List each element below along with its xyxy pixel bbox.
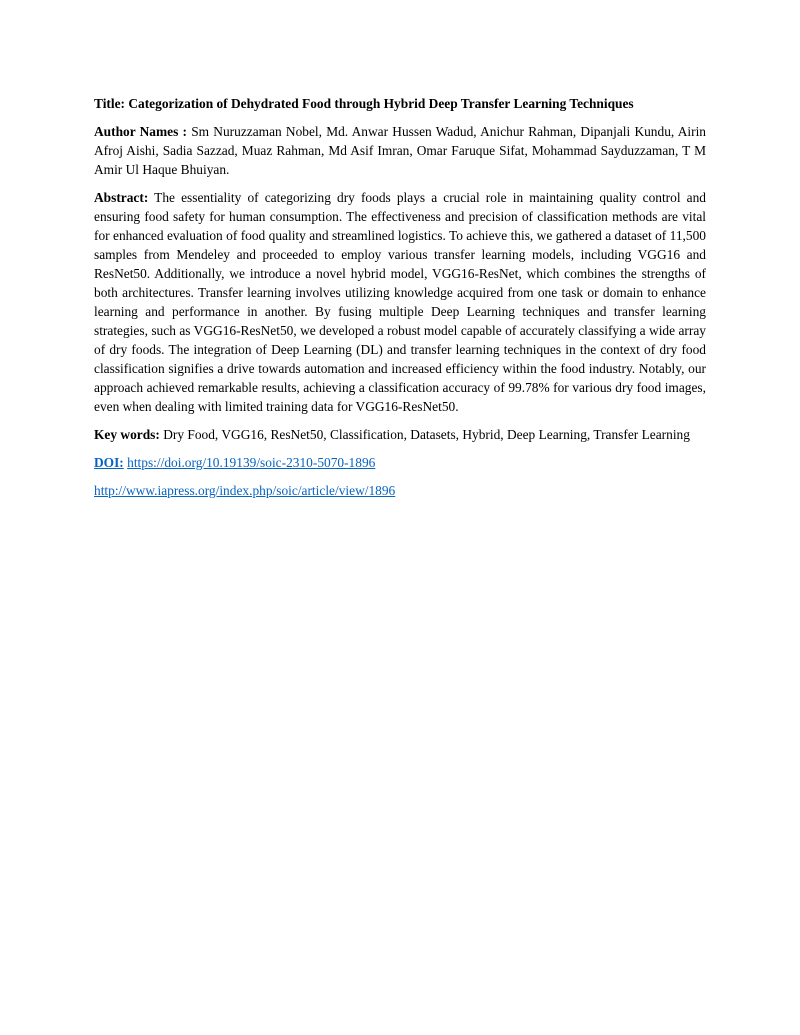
abstract-label: Abstract:	[94, 190, 149, 205]
title-label: Title:	[94, 96, 125, 111]
document-content	[94, 94, 706, 509]
title-text: Categorization of Dehydrated Food through Hybrid Deep Transfer Learning Techniques	[128, 96, 634, 111]
keywords-label: Key words:	[94, 427, 160, 442]
keywords	[94, 425, 706, 444]
article-url-line	[94, 481, 706, 500]
author-names-text: Sm Nuruzzaman Nobel, Md. Anwar Hussen Wadud, Anichur Rahman, Dipanjali Kundu, Airin Afroj Aishi, Sadia Sazzad, Muaz Rahman, Md Asif Imran, Omar Faruque Sifat, Mohammad Sayduzzaman, T M Amir Ul Haque Bhuiyan.	[94, 124, 706, 177]
author-names	[94, 122, 706, 179]
abstract	[94, 188, 706, 416]
paper-title	[94, 94, 706, 113]
article-url-link[interactable]: http://www.iapress.org/index.php/soic/article/view/1896	[94, 483, 396, 498]
abstract-text: The essentiality of categorizing dry foods plays a crucial role in maintaining quality control and ensuring food safety for human consumption. The effectiveness and precision of classification methods are vital for enhanced evaluation of food quality and streamlined logistics. To achieve this, we gathered a dataset of 11,500 samples from Mendeley and proceeded to employ various transfer learning models, including VGG16 and ResNet50. Additionally, we introduce a novel hybrid model, VGG16-ResNet, which combines the strengths of both architectures. Transfer learning involves utilizing knowledge acquired from one task or domain to enhance learning and performance in another. By fusing multiple Deep Learning techniques and transfer learning strategies, such as VGG16-ResNet50, we developed a robust model capable of accurately classifying a wide array of dry foods. The integration of Deep Learning (DL) and transfer learning techniques in the context of dry food classification signifies a drive towards automation and increased efficiency within the food industry. Notably, our approach achieved remarkable results, achieving a classification accuracy of 99.78% for various dry food images, even when dealing with limited training data for VGG16-ResNet50.	[94, 190, 706, 414]
doi-link[interactable]: https://doi.org/10.19139/soic-2310-5070-1896	[127, 455, 376, 470]
author-names-label: Author Names :	[94, 124, 187, 139]
keywords-text: Dry Food, VGG16, ResNet50, Classification, Datasets, Hybrid, Deep Learning, Transfer Learning	[163, 427, 690, 442]
doi-line	[94, 453, 706, 472]
doi-label: DOI:	[94, 455, 124, 470]
